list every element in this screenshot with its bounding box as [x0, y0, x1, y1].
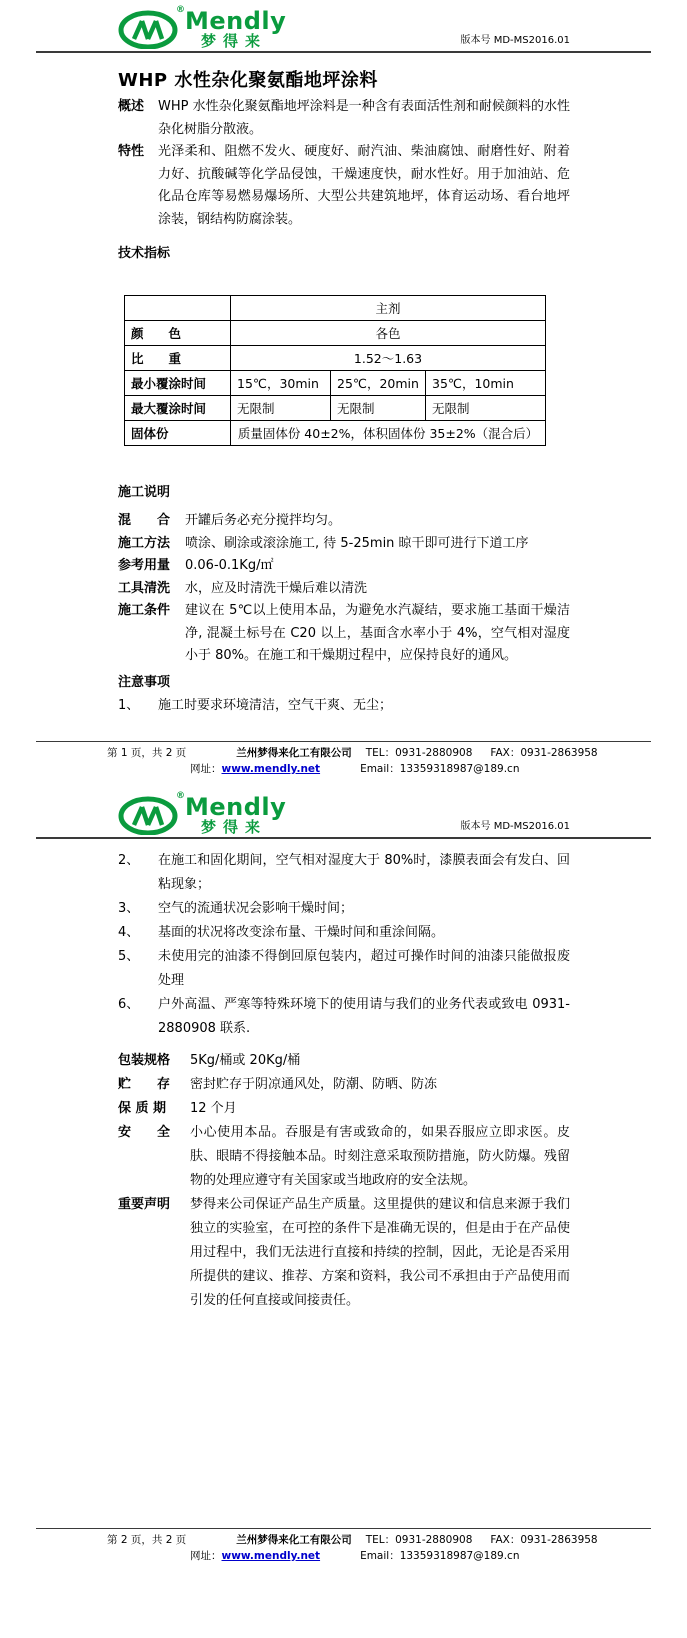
safety-label: 安 全 — [118, 1125, 171, 1140]
page2-footer — [0, 1528, 687, 1563]
website-label: 网址： — [190, 763, 222, 775]
note-item-5 — [118, 945, 570, 993]
tech-specs-heading: 技术指标 — [118, 246, 171, 261]
shelf-life-label: 保 质 期 — [118, 1101, 167, 1116]
spec-color-value: 各色 — [231, 321, 546, 346]
note-3-number: 3、 — [118, 901, 140, 916]
page-1 — [0, 0, 687, 775]
construction-list — [118, 510, 570, 668]
dosage-label: 参考用量 — [118, 558, 171, 573]
shelf-life-text: 12 个月 — [190, 1101, 237, 1116]
page-number: 第 1 页，共 2 页 — [107, 747, 187, 759]
page1-header — [0, 0, 687, 51]
footer-line2 — [0, 1548, 687, 1563]
brand-name-en: Mendly — [185, 7, 287, 35]
note-4-text: 基面的状况将改变涂布量、干燥时间和重涂间隔。 — [158, 925, 445, 940]
spec-max-recoat-15c: 无限制 — [231, 396, 331, 421]
dosage-text: 0.06-0.1Kg/㎡ — [185, 558, 274, 573]
mixing-text: 开罐后务必充分搅拌均匀。 — [185, 513, 342, 528]
spec-color-label: 颜 色 — [125, 321, 231, 346]
storage-label: 贮 存 — [118, 1077, 171, 1092]
note-5-number: 5、 — [118, 949, 140, 964]
note-item-6 — [118, 993, 570, 1041]
logo-text — [185, 795, 286, 835]
overview-text: WHP 水性杂化聚氨酯地坪涂料是一种含有表面活性剂和耐候颜料的水性杂化树脂分散液。 — [158, 99, 570, 137]
method-text: 喷涂、刷涂或滚涂施工, 待 5-25min 晾干即可进行下道工序 — [185, 535, 529, 551]
disclaimer-label: 重要声明 — [118, 1197, 171, 1212]
features-label: 特性 — [118, 144, 145, 159]
construction-item-cleaning — [118, 578, 570, 601]
mendly-logo — [118, 5, 287, 50]
spec-min-recoat-35c: 35℃，10min — [426, 371, 546, 396]
company-name: 兰州梦得来化工有限公司 — [236, 1534, 352, 1546]
spec-solids-value: 质量固体份 40±2%，体积固体份 35±2%（混合后） — [231, 421, 546, 446]
tel-label: TEL：0931-2880908 — [365, 747, 473, 759]
spec-row-max-recoat — [125, 396, 546, 421]
notes-heading: 注意事项 — [118, 674, 171, 690]
spec-row-solids — [125, 421, 546, 446]
conditions-text: 建议在 5℃以上使用本品，为避免水汽凝结，要求施工基面干燥洁净, 混凝土标号在 C20 以上，基面含水率小于 4%，空气相对湿度小于 80%。在施工和干燥期过程中，应保持良好的通风。 — [185, 603, 570, 663]
storage-section — [118, 1073, 570, 1097]
features-text: 光泽柔和、阻燃不发火、硬度好、耐汽油、柴油腐蚀、耐磨性好、附着力好、抗酸碱等化学品侵蚀，干燥速度快，耐水性好。用于加油站、危化品仓库等易燃易爆场所、大型公共建筑地坪，体育运动场、看台地坪涂装，钢结构防腐涂装。 — [158, 144, 570, 227]
brand-name-en: Mendly — [185, 793, 287, 821]
product-info-list — [118, 1049, 570, 1313]
construction-heading: 施工说明 — [118, 485, 171, 500]
note-item-2 — [118, 849, 570, 897]
construction-item-dosage — [118, 555, 570, 578]
tel-label: TEL：0931-2880908 — [365, 1534, 473, 1546]
email-label: Email：13359318987@189.cn — [360, 1550, 520, 1562]
spec-density-value: 1.52～1.63 — [231, 346, 546, 371]
construction-item-method — [118, 533, 570, 556]
company-name: 兰州梦得来化工有限公司 — [236, 747, 352, 759]
note-6-number: 6、 — [118, 997, 140, 1012]
packaging-text: 5Kg/桶或 20Kg/桶 — [190, 1053, 301, 1068]
email-label: Email：13359318987@189.cn — [360, 763, 520, 775]
cleaning-text: 水，应及时清洗干燥后难以清洗 — [185, 580, 368, 596]
footer-line1 — [0, 1532, 687, 1547]
spec-row-density — [125, 346, 546, 371]
footer-line1 — [0, 745, 687, 760]
spec-row-min-recoat — [125, 371, 546, 396]
document-title: WHP 水性杂化聚氨酯地坪涂料 — [118, 70, 378, 91]
overview-section — [118, 96, 570, 141]
note-3-text: 空气的流通状况会影响干燥时间； — [158, 901, 354, 916]
version-label: 版本号 MD-MS2016.01 — [460, 35, 570, 46]
fax-label: FAX：0931-2863958 — [490, 747, 598, 759]
note-1-text: 施工时要求环境清洁，空气干爽、无尘； — [158, 697, 393, 713]
page1-content — [0, 66, 687, 717]
spec-max-recoat-25c: 无限制 — [331, 396, 426, 421]
note-2-number: 2、 — [118, 853, 140, 868]
mendly-logo-icon — [118, 5, 185, 49]
spec-density-label: 比 重 — [125, 346, 231, 371]
note-2-text: 在施工和固化期间，空气相对湿度大于 80%时，漆膜表面会有发白、回粘现象； — [158, 853, 570, 892]
method-label: 施工方法 — [118, 535, 171, 551]
spec-table-header-row — [125, 296, 546, 321]
spec-header-empty-cell — [125, 296, 231, 321]
packaging-section — [118, 1049, 570, 1073]
page2-header — [0, 763, 687, 837]
spec-min-recoat-label: 最小覆涂时间 — [125, 371, 231, 396]
mixing-label: 混 合 — [118, 513, 171, 528]
brand-name-cn: 梦得来 — [201, 32, 268, 50]
page-number: 第 2 页，共 2 页 — [107, 1534, 187, 1546]
disclaimer-section — [118, 1193, 570, 1313]
features-section — [118, 141, 570, 231]
packaging-label: 包装规格 — [118, 1053, 171, 1068]
note-item-3 — [118, 897, 570, 921]
spec-max-recoat-label: 最大覆涂时间 — [125, 396, 231, 421]
spec-min-recoat-15c: 15℃，30min — [231, 371, 331, 396]
website-label: 网址： — [190, 1550, 222, 1562]
spec-min-recoat-25c: 25℃，20min — [331, 371, 426, 396]
note-4-number: 4、 — [118, 925, 140, 940]
disclaimer-text: 梦得来公司保证产品生产质量。这里提供的建议和信息来源于我们独立的实验室，在可控的条件下是准确无误的，但是由于在产品使用过程中，我们无法进行直接和持续的控制，因此，无论是否采用所提供的建议、推荐、方案和资料，我公司不承担由于产品使用而引发的任何直接或间接责任。 — [190, 1197, 570, 1308]
conditions-label: 施工条件 — [118, 603, 171, 618]
spec-table — [124, 295, 546, 446]
footer-divider — [36, 741, 651, 742]
registered-mark: ® — [176, 791, 185, 801]
website-link[interactable]: www.mendly.net — [221, 1550, 321, 1562]
mendly-logo-icon — [118, 791, 185, 835]
overview-label: 概述 — [118, 99, 145, 114]
header-divider — [36, 51, 651, 53]
footer-divider — [36, 1528, 651, 1529]
note-item-4 — [118, 921, 570, 945]
page2-content — [0, 849, 687, 1313]
note-1-number: 1、 — [118, 697, 140, 713]
website-row — [190, 1548, 320, 1563]
brand-name-cn: 梦得来 — [201, 818, 268, 836]
spec-max-recoat-35c: 无限制 — [426, 396, 546, 421]
logo-text — [185, 9, 286, 49]
spec-row-color — [125, 321, 546, 346]
shelf-life-section — [118, 1097, 570, 1121]
note-item-1 — [118, 695, 570, 718]
website-link[interactable]: www.mendly.net — [221, 763, 321, 775]
cleaning-label: 工具清洗 — [118, 580, 171, 596]
construction-item-conditions — [118, 600, 570, 668]
safety-section — [118, 1121, 570, 1193]
note-6-text: 户外高温、严寒等特殊环境下的使用请与我们的业务代表或致电 0931-2880908 联系. — [158, 997, 570, 1036]
fax-label: FAX：0931-2863958 — [490, 1534, 598, 1546]
safety-text: 小心使用本品。吞服是有害或致命的，如果吞服应立即求医。皮肤、眼睛不得接触本品。时刻注意采取预防措施，防火防爆。残留物的处理应遵守有关国家或当地政府的安全法规。 — [190, 1125, 570, 1188]
spec-solids-label: 固体份 — [125, 421, 231, 446]
storage-text: 密封贮存于阴凉通风处，防潮、防晒、防冻 — [190, 1077, 438, 1092]
notes-continued — [118, 849, 570, 1041]
registered-mark: ® — [176, 5, 185, 15]
header-divider — [36, 837, 651, 839]
note-5-text: 未使用完的油漆不得倒回原包装内，超过可操作时间的油漆只能做报废处理 — [158, 949, 570, 988]
page-2 — [0, 763, 687, 1638]
construction-item-mixing — [118, 510, 570, 533]
version-label: 版本号 MD-MS2016.01 — [460, 821, 570, 832]
mendly-logo — [118, 791, 287, 836]
spec-header-main-agent: 主剂 — [231, 296, 546, 321]
